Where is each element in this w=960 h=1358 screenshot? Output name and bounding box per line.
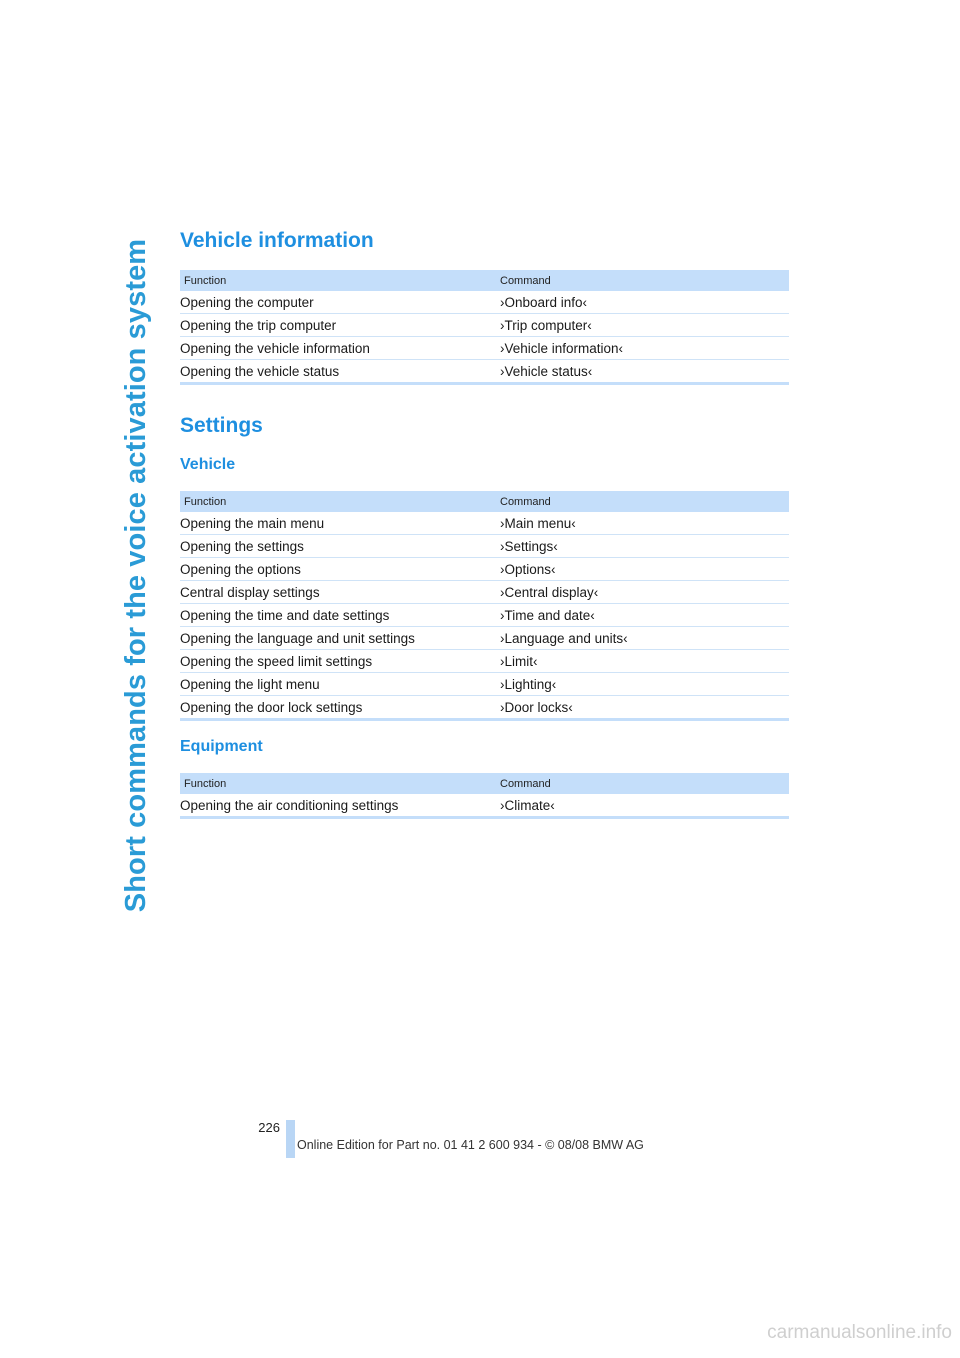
command-cell: ›Onboard info‹ xyxy=(500,291,789,314)
footer-edition-text: Online Edition for Part no. 01 41 2 600 934 - © 08/08 BMW AG xyxy=(297,1138,644,1152)
function-cell: Opening the door lock settings xyxy=(180,696,500,720)
command-cell: ›Lighting‹ xyxy=(500,673,789,696)
function-cell: Opening the settings xyxy=(180,535,500,558)
equipment-table xyxy=(180,773,789,819)
table-row xyxy=(180,604,789,627)
watermark: carmanualsonline.info xyxy=(767,1322,952,1343)
command-cell: ›Language and units‹ xyxy=(500,627,789,650)
function-cell: Opening the air conditioning settings xyxy=(180,794,500,818)
table-row xyxy=(180,360,789,384)
command-cell: ›Options‹ xyxy=(500,558,789,581)
vehicle-information-heading: Vehicle information xyxy=(180,229,374,252)
vehicle-subheading: Vehicle xyxy=(180,456,236,473)
command-cell: ›Trip computer‹ xyxy=(500,314,789,337)
table-row xyxy=(180,558,789,581)
table-header-row xyxy=(180,773,789,794)
table-row xyxy=(180,314,789,337)
function-cell: Opening the vehicle information xyxy=(180,337,500,360)
page-content xyxy=(180,226,789,819)
function-column-header: Function xyxy=(180,270,500,291)
table-row xyxy=(180,696,789,720)
table-row xyxy=(180,535,789,558)
function-cell: Opening the main menu xyxy=(180,512,500,535)
function-column-header: Function xyxy=(180,491,500,512)
command-cell: ›Vehicle status‹ xyxy=(500,360,789,384)
function-cell: Central display settings xyxy=(180,581,500,604)
side-chapter-title xyxy=(112,230,162,920)
table-row xyxy=(180,291,789,314)
table-row xyxy=(180,650,789,673)
function-cell: Opening the speed limit settings xyxy=(180,650,500,673)
command-cell: ›Climate‹ xyxy=(500,794,789,818)
command-cell: ›Time and date‹ xyxy=(500,604,789,627)
function-cell: Opening the language and unit settings xyxy=(180,627,500,650)
command-cell: ›Limit‹ xyxy=(500,650,789,673)
footer-accent-bar xyxy=(286,1120,295,1158)
table-row xyxy=(180,673,789,696)
equipment-subheading: Equipment xyxy=(180,738,263,755)
table-row xyxy=(180,627,789,650)
page-number: 226 xyxy=(258,1120,280,1135)
table-header-row xyxy=(180,270,789,291)
function-cell: Opening the vehicle status xyxy=(180,360,500,384)
function-column-header: Function xyxy=(180,773,500,794)
command-cell: ›Main menu‹ xyxy=(500,512,789,535)
command-cell: ›Vehicle information‹ xyxy=(500,337,789,360)
command-column-header: Command xyxy=(500,773,789,794)
command-column-header: Command xyxy=(500,270,789,291)
function-cell: Opening the light menu xyxy=(180,673,500,696)
command-cell: ›Settings‹ xyxy=(500,535,789,558)
side-chapter-title-text: Short commands for the voice activation system xyxy=(120,238,153,912)
vehicle-settings-table xyxy=(180,491,789,721)
command-cell: ›Central display‹ xyxy=(500,581,789,604)
table-header-row xyxy=(180,491,789,512)
table-row xyxy=(180,794,789,818)
settings-heading: Settings xyxy=(180,414,263,437)
function-cell: Opening the trip computer xyxy=(180,314,500,337)
vehicle-information-table xyxy=(180,270,789,385)
table-row xyxy=(180,337,789,360)
command-column-header: Command xyxy=(500,491,789,512)
command-cell: ›Door locks‹ xyxy=(500,696,789,720)
function-cell: Opening the options xyxy=(180,558,500,581)
function-cell: Opening the computer xyxy=(180,291,500,314)
table-row xyxy=(180,512,789,535)
table-row xyxy=(180,581,789,604)
function-cell: Opening the time and date settings xyxy=(180,604,500,627)
